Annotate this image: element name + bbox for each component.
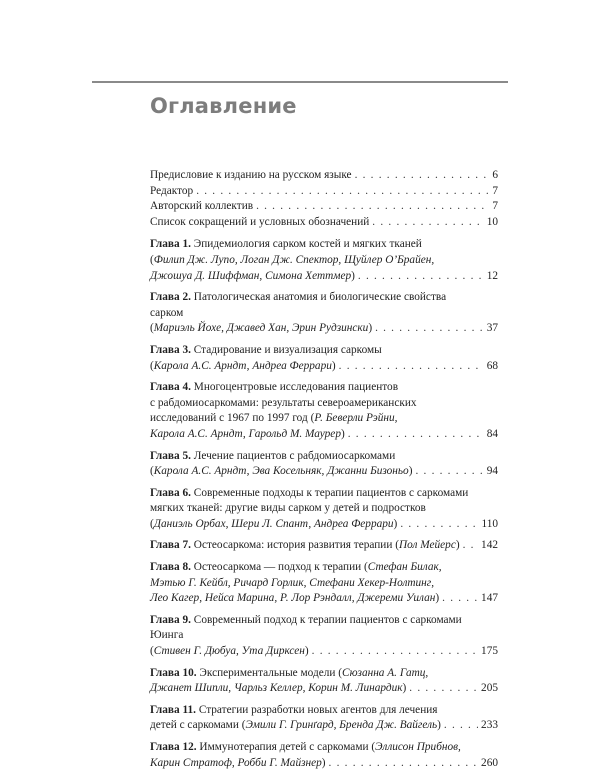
dot-leader xyxy=(409,681,478,697)
chapter-list xyxy=(150,237,498,771)
authors-open-paren: ( xyxy=(150,322,154,335)
toc-wrap-line xyxy=(150,501,498,517)
toc-line xyxy=(150,718,498,734)
toc-line xyxy=(150,644,498,660)
dot-leader xyxy=(400,517,478,533)
toc-wrap-line xyxy=(150,380,498,396)
dot-leader xyxy=(442,591,478,607)
table-of-contents xyxy=(150,168,498,777)
authors-open-paren: ( xyxy=(150,645,154,658)
chapter-authors: Лео Кагер, Нейса Марина, Р. Лор Рэндалл, Джереми Уилан xyxy=(150,592,436,605)
chapter-label: Глава 1. xyxy=(150,238,191,251)
dot-leader xyxy=(196,184,489,200)
toc-line xyxy=(150,359,498,375)
toc-wrap-line xyxy=(150,628,498,644)
chapter-label: Глава 8. xyxy=(150,561,191,574)
chapter-entry[interactable] xyxy=(150,613,498,660)
chapter-label: Глава 9. xyxy=(150,613,191,626)
page-number: 147 xyxy=(481,592,498,605)
chapter-title: исследований с 1967 по 1997 год xyxy=(150,412,308,425)
toc-entry[interactable] xyxy=(150,168,498,184)
toc-wrap-line xyxy=(150,449,498,465)
toc-line xyxy=(150,321,498,337)
toc-line xyxy=(150,464,498,480)
chapter-title: Патологическая анатомия и биологические свойства xyxy=(193,291,447,304)
entry-title: Список сокращений и условных обозначений xyxy=(150,215,370,228)
toc-wrap-line xyxy=(150,253,498,269)
chapter-title: мягких тканей: другие виды сарком у детей и подростков xyxy=(150,502,426,515)
dot-leader xyxy=(463,538,478,554)
page-number: 7 xyxy=(492,200,498,213)
authors-open-paren: ( xyxy=(150,359,154,372)
authors-open-paren: ( xyxy=(371,741,376,753)
chapter-authors: Филип Дж. Лупо, Логан Дж. Спектор, Щуйлер О’Брайен, xyxy=(153,253,435,266)
toc-wrap-line xyxy=(150,560,498,576)
toc-wrap-line xyxy=(150,396,498,412)
toc-line xyxy=(150,538,498,554)
authors-open-paren: ( xyxy=(150,253,154,266)
chapter-authors: Р. Беверли Рэйни, xyxy=(314,412,398,425)
authors-open-paren: ( xyxy=(150,465,154,478)
chapter-title: Стадирование и визуализация саркомы xyxy=(193,343,382,356)
entry-title: Редактор xyxy=(150,184,194,197)
page-number: 10 xyxy=(486,215,498,228)
toc-wrap-line xyxy=(150,703,498,719)
toc-line xyxy=(150,269,498,285)
chapter-label: Глава 6. xyxy=(150,486,191,499)
chapter-authors: Даниэль Орбах, Шери Л. Спант, Андреа Феррари xyxy=(153,517,394,530)
chapter-label: Глава 2. xyxy=(150,291,191,304)
chapter-entry[interactable] xyxy=(150,538,498,554)
chapter-entry[interactable] xyxy=(150,486,498,533)
chapter-entry[interactable] xyxy=(150,703,498,734)
page-number: 68 xyxy=(486,359,498,372)
dot-leader xyxy=(312,644,478,660)
toc-wrap-line xyxy=(150,343,498,359)
dot-leader xyxy=(375,321,484,337)
chapter-title: Стратегии разработки новых агентов для лечения xyxy=(198,703,438,716)
toc-line xyxy=(150,756,498,772)
authors-close-paren: ) xyxy=(331,359,336,372)
dot-leader xyxy=(444,718,478,734)
page-number: 6 xyxy=(492,169,498,181)
chapter-title: Остеосаркома — подход к терапии xyxy=(193,561,362,574)
authors-close-paren: ) xyxy=(437,719,441,732)
chapter-label: Глава 3. xyxy=(150,343,191,356)
authors-close-paren: ) xyxy=(455,539,460,552)
toc-wrap-line xyxy=(150,576,498,592)
chapter-entry[interactable] xyxy=(150,560,498,607)
toc-wrap-line xyxy=(150,486,498,502)
header-rule xyxy=(92,81,508,83)
chapter-entry[interactable] xyxy=(150,343,498,374)
chapter-title: Современные подходы к терапии пациентов с саркомами xyxy=(193,486,469,499)
authors-open-paren: ( xyxy=(395,539,399,552)
chapter-entry[interactable] xyxy=(150,666,498,697)
chapter-authors: Стивен Г. Дюбуа, Ута Дирксен xyxy=(153,645,305,658)
authors-open-paren: ( xyxy=(364,561,368,574)
chapter-title: Иммунотерапия детей с саркомами xyxy=(199,741,369,753)
page-number: 7 xyxy=(492,184,498,197)
dot-leader xyxy=(329,756,479,772)
chapter-title: Многоцентровые исследования пациентов xyxy=(193,381,399,394)
chapter-title: Современный подход к терапии пациентов с саркомами xyxy=(193,613,462,626)
chapter-authors: Джошуа Д. Шиффман, Симона Хеттмер xyxy=(150,269,352,282)
toc-wrap-line xyxy=(150,740,498,756)
authors-close-paren: ) xyxy=(304,645,309,658)
chapter-authors: Джанет Шипли, Чарльз Келлер, Корин М. Линардик xyxy=(150,682,403,695)
toc-wrap-line xyxy=(150,613,498,629)
authors-close-paren: ) xyxy=(393,517,398,530)
chapter-authors: Карин Стратоф, Робби Г. Майзнер xyxy=(150,756,322,769)
chapter-entry[interactable] xyxy=(150,740,498,771)
chapter-entry[interactable] xyxy=(150,237,498,284)
dot-leader xyxy=(348,427,484,443)
toc-entry[interactable] xyxy=(150,215,498,231)
page-number: 233 xyxy=(481,719,498,732)
chapter-authors: Эмили Г. Гринґард, Бренда Дж. Вайгель xyxy=(245,719,438,732)
page-title: Оглавление xyxy=(150,94,297,118)
chapter-authors: Пол Мейерс xyxy=(398,539,456,552)
authors-close-paren: ) xyxy=(368,322,373,335)
front-matter-list xyxy=(150,168,498,230)
chapter-authors: Карола А.С. Арндт, Гарольд М. Маурер xyxy=(150,427,341,440)
authors-open-paren: ( xyxy=(150,517,154,530)
authors-close-paren: ) xyxy=(402,682,407,695)
chapter-label: Глава 11. xyxy=(150,703,196,716)
authors-close-paren: ) xyxy=(435,592,440,605)
page-number: 110 xyxy=(481,517,498,530)
chapter-label: Глава 12. xyxy=(150,741,197,753)
toc-wrap-line xyxy=(150,306,498,322)
page-number: 12 xyxy=(486,269,498,282)
authors-close-paren: ) xyxy=(321,756,326,769)
chapter-title: сарком xyxy=(150,306,184,319)
chapter-entry[interactable] xyxy=(150,290,498,337)
toc-entry[interactable] xyxy=(150,199,498,215)
page-number: 260 xyxy=(481,756,498,769)
dot-leader xyxy=(358,269,484,285)
authors-open-paren: ( xyxy=(338,666,343,679)
page-number: 84 xyxy=(486,427,498,440)
authors-close-paren: ) xyxy=(340,427,345,440)
chapter-authors: Сюзанна А. Гатц, xyxy=(342,666,429,679)
dot-leader xyxy=(372,215,483,231)
page-number: 37 xyxy=(486,322,498,335)
toc-wrap-line xyxy=(150,666,498,682)
toc-line xyxy=(150,591,498,607)
chapter-entry[interactable] xyxy=(150,380,498,442)
authors-open-paren: ( xyxy=(241,719,246,732)
chapter-title: с рабдомиосаркомами: результаты североамериканских xyxy=(150,396,417,409)
entry-title: Авторский коллектив xyxy=(150,200,254,213)
chapter-label: Глава 7. xyxy=(150,539,191,552)
chapter-authors: Мариэль Йохе, Джавед Хан, Эрин Рудзински xyxy=(153,322,369,335)
chapter-authors: Стефан Билак, xyxy=(367,561,442,574)
chapter-title: Юинга xyxy=(150,629,184,642)
page-number: 205 xyxy=(481,682,498,695)
authors-close-paren: ) xyxy=(351,269,355,282)
entry-title: Предисловие к изданию на русском языке xyxy=(150,169,352,181)
chapter-authors: Карола А.С. Арндт, Эва Косельняк, Джанни Бизоньо xyxy=(153,465,409,478)
dot-leader xyxy=(415,464,483,480)
dot-leader xyxy=(256,199,489,215)
toc-wrap-line xyxy=(150,237,498,253)
chapter-entry[interactable] xyxy=(150,449,498,480)
chapter-title: Экспериментальные модели xyxy=(199,666,336,679)
chapter-label: Глава 10. xyxy=(150,666,197,679)
chapter-title: Эпидемиология сарком костей и мягких тканей xyxy=(193,238,422,251)
chapter-authors: Эллисон Прибнов, xyxy=(375,741,461,753)
toc-line xyxy=(150,517,498,533)
chapter-label: Глава 4. xyxy=(150,381,191,394)
toc-wrap-line xyxy=(150,411,498,427)
toc-line xyxy=(150,681,498,697)
page-number: 142 xyxy=(481,539,498,552)
toc-entry[interactable] xyxy=(150,184,498,200)
authors-open-paren: ( xyxy=(310,412,315,425)
authors-close-paren: ) xyxy=(408,465,413,478)
chapter-title: Остеосаркома: история развития терапии xyxy=(193,539,393,552)
toc-wrap-line xyxy=(150,290,498,306)
chapter-title: детей с саркомами xyxy=(150,719,239,732)
chapter-authors: Мэтью Г. Кейбл, Ричард Горлик, Стефани Хекер-Нолтинг, xyxy=(150,576,435,589)
chapter-title: Лечение пациентов с рабдомиосаркомами xyxy=(193,449,396,462)
chapter-label: Глава 5. xyxy=(150,449,191,462)
toc-line xyxy=(150,427,498,443)
dot-leader xyxy=(339,359,484,375)
page-number: 94 xyxy=(486,465,498,478)
dot-leader xyxy=(355,168,490,184)
page-number: 175 xyxy=(481,645,498,658)
chapter-authors: Карола А.С. Арндт, Андреа Феррари xyxy=(153,359,332,372)
